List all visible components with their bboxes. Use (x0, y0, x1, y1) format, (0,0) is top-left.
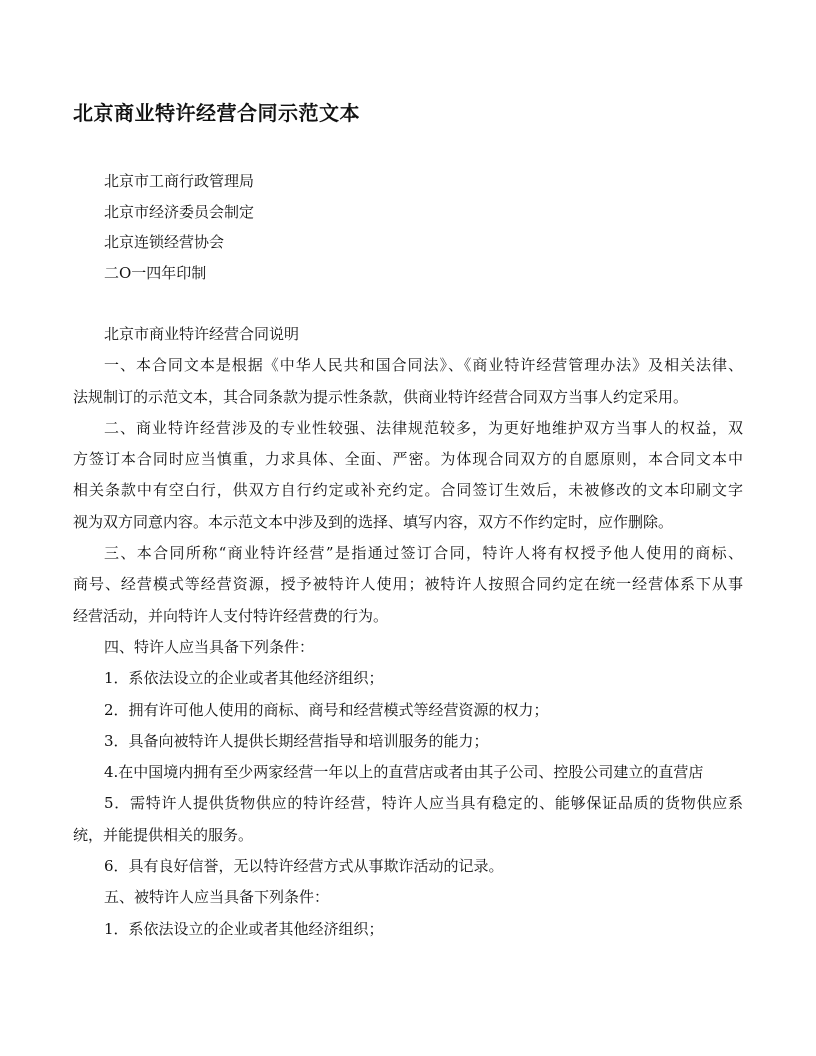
paragraph (73, 918, 743, 949)
cover-line: 二O一四年印制 (104, 263, 207, 282)
cover-line: 北京市经济委员会制定 (104, 202, 255, 221)
paragraph (73, 542, 743, 636)
text-line: 经营活动，并向特许人支付特许经营费的行为。 (73, 606, 389, 625)
paragraph (73, 354, 743, 417)
text-line: 统，并能提供相关的服务。 (73, 825, 254, 844)
text-line: 三、本合同所称“商业特许经营”是指通过签订合同，特许人将有权授予他人使用的商标、 (104, 544, 743, 563)
paragraph (73, 855, 743, 886)
paragraph (73, 792, 743, 855)
text-line: 四、特许人应当具备下列条件： (104, 637, 315, 656)
text-line: 方签订本合同时应当慎重，力求具体、全面、严密。为体现合同双方的自愿原则，本合同文本中 (73, 450, 743, 469)
paragraph (73, 886, 743, 917)
section-heading (73, 323, 743, 354)
text-line: 五、被特许人应当具备下列条件： (104, 888, 330, 907)
document-title: 北京商业特许经营合同示范文本 (73, 101, 360, 125)
text-line: 商号、经营模式等经营资源，授予被特许人使用；被特许人按照合同约定在统一经营体系下从事 (73, 575, 743, 594)
document-body (73, 323, 743, 949)
text-line: 法规制订的示范文本，其合同条款为提示性条款，供商业特许经营合同双方当事人约定采用。 (73, 387, 689, 406)
paragraph (73, 730, 743, 761)
text-line: 3．具备向被特许人提供长期经营指导和培训服务的能力； (104, 731, 489, 750)
paragraph (73, 761, 743, 792)
cover-line: 北京连锁经营协会 (104, 233, 225, 251)
paragraph (73, 667, 743, 698)
text-line: 2．拥有许可他人使用的商标、商号和经营模式等经营资源的权力； (104, 700, 549, 719)
text-line: 1．系依法设立的企业或者其他经济组织； (104, 919, 384, 938)
text-line: 一、本合同文本是根据《中华人民共和国合同法》、《商业特许经营管理办法》及相关法律、 (104, 356, 743, 375)
cover-block (104, 170, 254, 292)
text-line: 相关条款中有空白行，供双方自行约定或补充约定。合同签订生效后，未被修改的文本印刷文字 (73, 481, 743, 500)
paragraph (73, 417, 743, 542)
text-line: 视为双方同意内容。本示范文本中涉及到的选择、填写内容，双方不作约定时，应作删除。 (73, 512, 674, 531)
text-line: 4.在中国境内拥有至少两家经营一年以上的直营店或者由其子公司、控股公司建立的直营店 (104, 763, 704, 782)
paragraph (73, 636, 743, 667)
text-line: 北京市商业特许经营合同说明 (104, 325, 300, 343)
cover-line: 北京市工商行政管理局 (104, 172, 255, 190)
paragraph (73, 699, 743, 730)
text-line: 5．需特许人提供货物供应的特许经营，特许人应当具有稳定的、能够保证品质的货物供应系 (104, 794, 743, 813)
text-line: 二、商业特许经营涉及的专业性较强、法律规范较多，为更好地维护双方当事人的权益，双 (104, 418, 743, 437)
text-line: 6．具有良好信誉，无以特许经营方式从事欺诈活动的记录。 (104, 857, 504, 876)
text-line: 1．系依法设立的企业或者其他经济组织； (104, 669, 384, 688)
